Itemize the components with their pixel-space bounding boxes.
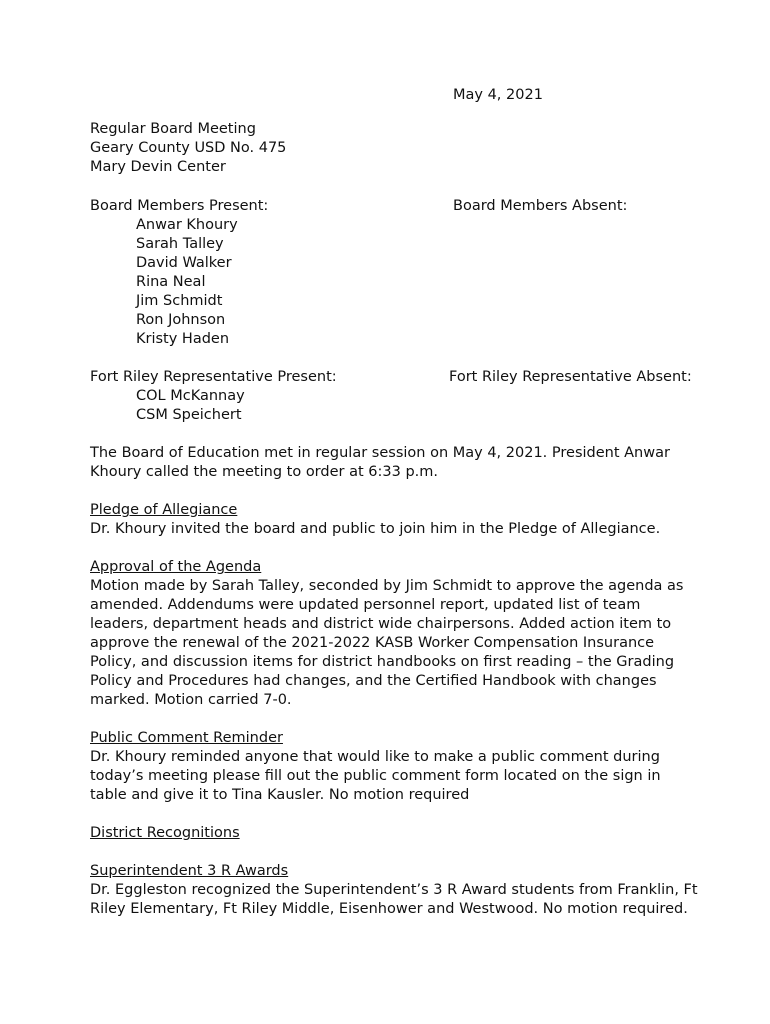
document-header [90, 120, 286, 177]
section-heading: District Recognitions [90, 825, 240, 841]
section-heading: Public Comment Reminder [90, 730, 283, 746]
board-present-label: Board Members Present: [90, 198, 269, 214]
section-heading: Superintendent 3 R Awards [90, 863, 289, 879]
intro-paragraph [90, 444, 700, 482]
board-absent-label: Board Members Absent: [453, 198, 628, 214]
board-member: David Walker [136, 255, 232, 271]
board-member: Anwar Khoury [136, 217, 238, 233]
meeting-title: Regular Board Meeting [90, 121, 256, 137]
section-body: Dr. Eggleston recognized the Superintendent’s 3 R Award students from Franklin, Ft Riley Elementary, Ft Riley Middle, Eisenhower and Westwood. No motion required. [90, 882, 698, 917]
board-member: Rina Neal [136, 274, 206, 290]
section-body: Dr. Khoury reminded anyone that would like to make a public comment during today’s meeting please fill out the public comment form located on the sign in table and give it to Tina Kausler. No motion required [90, 749, 661, 803]
section-heading: Pledge of Allegiance [90, 502, 238, 518]
fort-riley-present-label: Fort Riley Representative Present: [90, 369, 337, 385]
board-present-section [90, 197, 268, 349]
fort-riley-present-section [90, 368, 337, 425]
district-name: Geary County USD No. 475 [90, 140, 287, 156]
pledge-section [90, 501, 700, 539]
agenda-section [90, 558, 700, 710]
fort-riley-absent-label: Fort Riley Representative Absent: [449, 369, 692, 385]
public-comment-section [90, 729, 700, 805]
board-member: Kristy Haden [136, 331, 230, 347]
awards-section [90, 862, 700, 919]
recognitions-section [90, 824, 700, 843]
document-date: May 4, 2021 [453, 87, 543, 103]
board-member: Ron Johnson [136, 312, 226, 328]
board-member: Sarah Talley [136, 236, 224, 252]
fort-riley-present-list [90, 387, 337, 425]
fort-riley-rep: CSM Speichert [136, 407, 242, 423]
board-member: Jim Schmidt [136, 293, 223, 309]
fort-riley-rep: COL McKannay [136, 388, 245, 404]
board-present-list [90, 216, 268, 349]
section-body: Motion made by Sarah Talley, seconded by Jim Schmidt to approve the agenda as amended. Addendums were updated personnel report, updated list of team leaders, department heads and district wide chairpersons. Added action item to approve the renewal of the 2021-2022 KASB Worker Compensation Insurance Policy, and discussion items for district handbooks on first reading – the Grading Policy and Procedures had changes, and the Certified Handbook with changes marked. Motion carried 7-0. [90, 578, 684, 708]
section-heading: Approval of the Agenda [90, 559, 262, 575]
intro-text: The Board of Education met in regular session on May 4, 2021. President Anwar Khoury called the meeting to order at 6:33 p.m. [90, 445, 670, 480]
meeting-location: Mary Devin Center [90, 159, 226, 175]
section-body: Dr. Khoury invited the board and public to join him in the Pledge of Allegiance. [90, 521, 661, 537]
